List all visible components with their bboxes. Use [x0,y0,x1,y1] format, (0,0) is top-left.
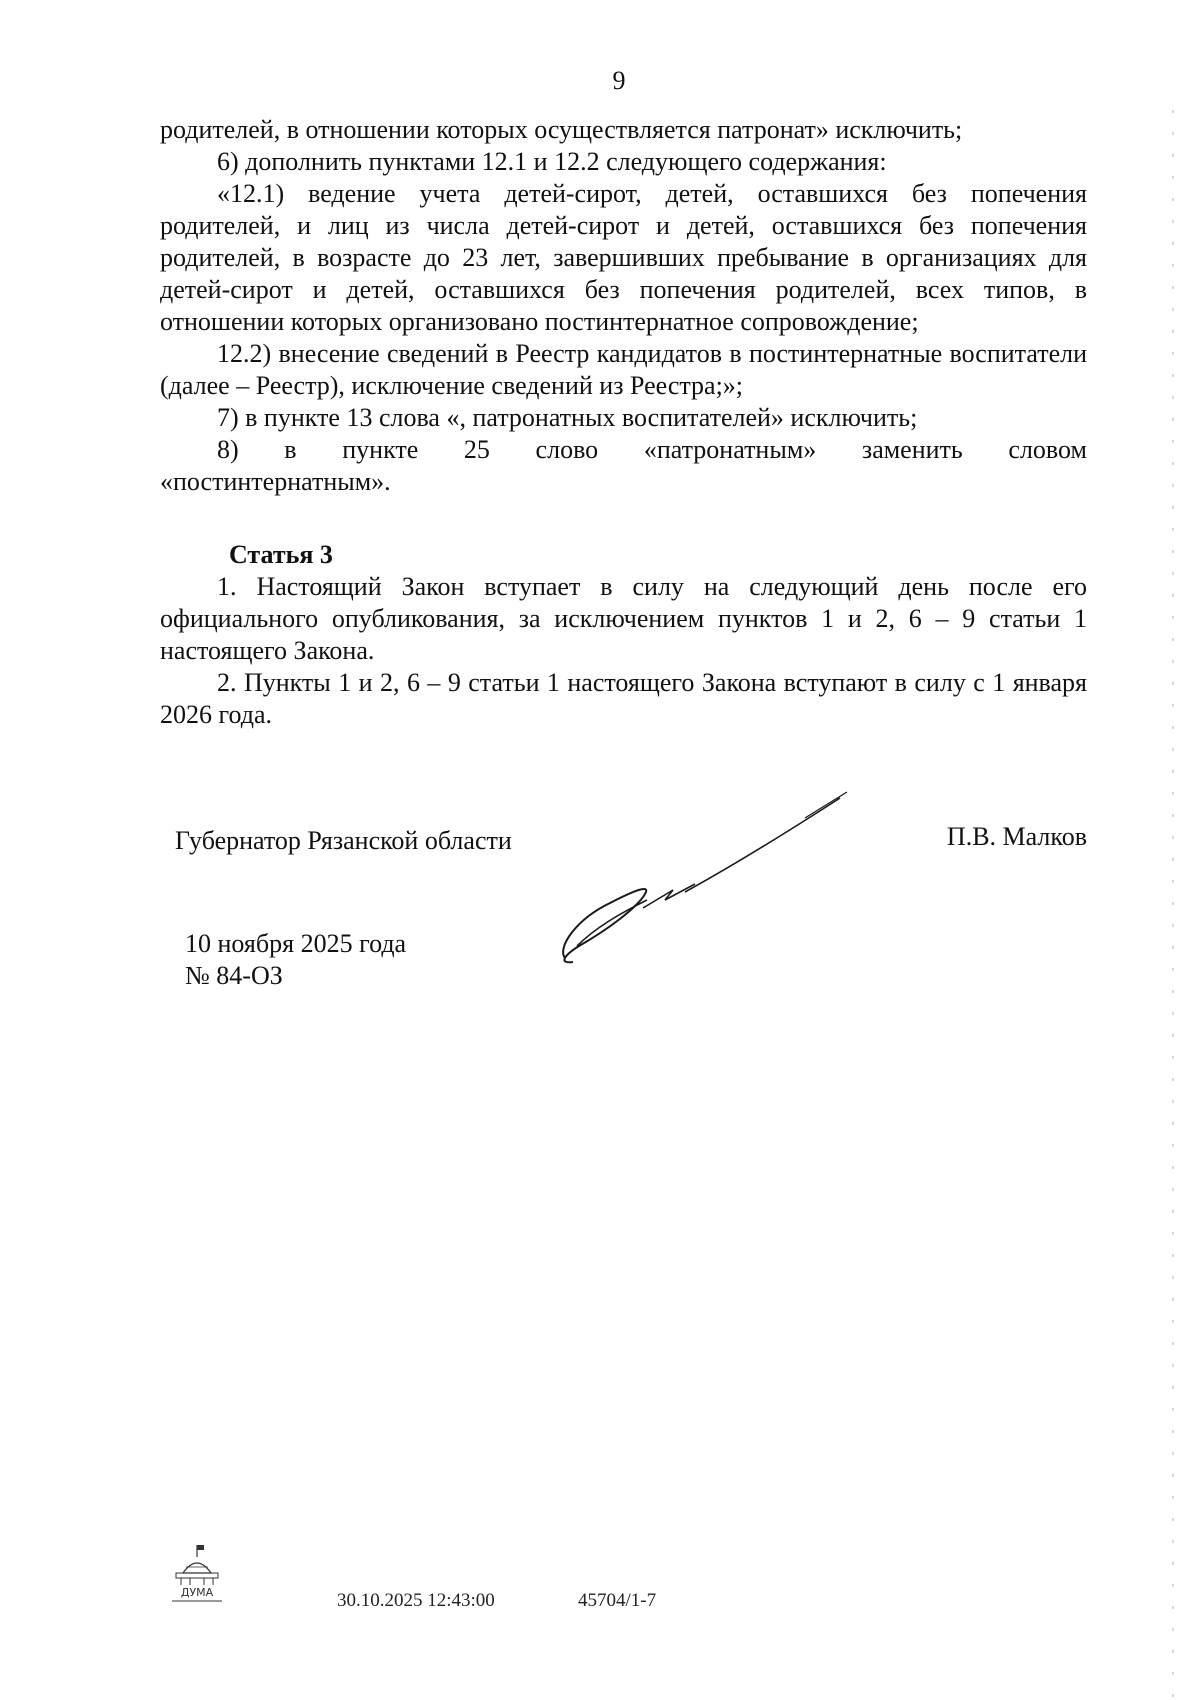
article-item-2: 2. Пункты 1 и 2, 6 – 9 статьи 1 настоящего Закона вступают в силу с 1 января 2026 года. [160,668,1087,729]
footer-timestamp: 30.10.2025 12:43:00 [337,1590,495,1611]
paragraph-item-12-1: «12.1) ведение учета детей-сирот, детей, оставшихся без попечения родителей, и лиц из числа детей-сирот и детей, оставшихся без попечения родителей, в возрасте до 23 лет, завершивших пребывание в организациях для детей-сирот и детей, оставшихся без попечения родителей, всех типов, в отношении которых организовано постинтернатное сопровождение; [160,179,1087,336]
signing-date-block [185,928,406,992]
scan-edge-marks [1172,110,1174,1700]
signatory-name: П.В. Малков [946,822,1087,851]
paragraph-item-12-2: 12.2) внесение сведений в Реестр кандидатов в постинтернатные воспитатели (далее – Реестр), исключение сведений из Реестра;»; [160,339,1087,400]
page-number: 9 [612,66,626,95]
duma-logo-text: ДУМА [180,1586,214,1599]
footer-code: 45704/1-7 [578,1590,657,1611]
paragraph-item-8-end: «постинтернатным». [160,467,391,496]
paragraph-item-6: 6) дополнить пунктами 12.1 и 12.2 следующего содержания: [217,147,887,176]
duma-logo [168,1543,226,1605]
body-text [160,114,1087,498]
article-item-1: 1. Настоящий Закон вступает в силу на следующий день после его официального опубликования, за исключением пунктов 1 и 2, 6 – 9 статьи 1 настоящего Закона. [160,572,1087,665]
article-text [160,571,1087,731]
handwritten-signature [555,788,855,968]
paragraph-item-7: 7) в пункте 13 слова «, патронатных воспитателей» исключить; [217,403,918,432]
paragraph-continuation: родителей, в отношении которых осуществляется патронат» исключить; [160,115,963,144]
article-heading: Статья 3 [229,540,333,569]
law-number: № 84-ОЗ [185,961,283,990]
signatory-position: Губернатор Рязанской области [175,826,512,855]
signing-date: 10 ноября 2025 года [185,929,407,958]
paragraph-item-8: 8) в пункте 25 слово «патронатным» заменить словом [217,435,1087,464]
